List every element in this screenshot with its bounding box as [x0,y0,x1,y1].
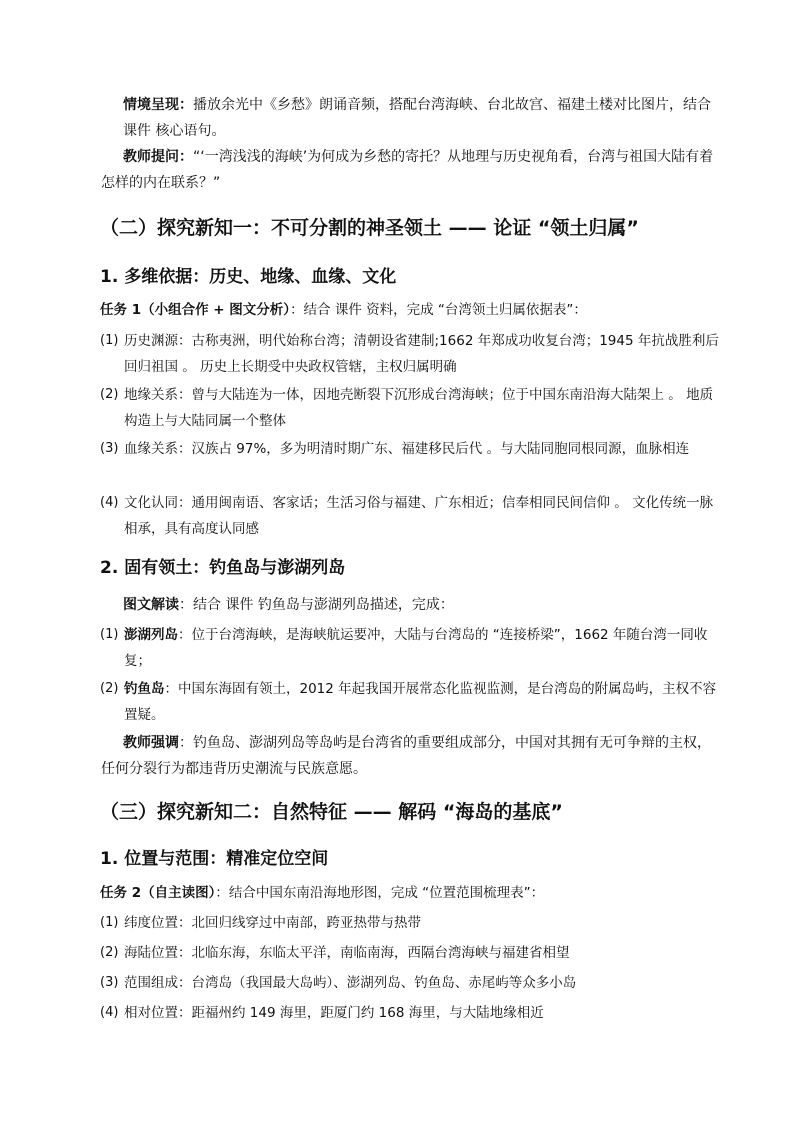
item-number: (2) [100,945,119,960]
section-2-heading: （二）探究新知一：不可分割的神圣领土 —— 论证 “领土归属” [100,217,639,239]
item-number: (1) [100,333,119,348]
task-2-label: 任务 2（自主读图） [100,885,216,901]
list-item [0,676,794,728]
teacher-question-text: “‘一湾浅浅的海峡’为何成为乡愁的寄托？从地理与历史视角看，台湾与祖国大陆有着怎样的内在联系？” [101,149,714,191]
teacher-emphasis-text: ：钓鱼岛、澎湖列岛等岛屿是台湾省的重要组成部分，中国对其拥有无可争辩的主权，任何分裂行为都违背历史潮流与民族意愿。 [101,735,711,777]
task-1-line [0,298,794,322]
list-item [0,622,794,674]
reading-line [0,592,794,618]
item-label: 钓鱼岛 [124,681,165,697]
sub-1-heading-wrap [0,264,794,290]
item-text: 相对位置：距福州约 149 海里，距厦门约 168 海里，与大陆地缘相近 [124,1005,544,1021]
sub-2-heading-wrap [0,555,794,581]
teacher-emphasis-paragraph [0,730,794,782]
scene-paragraph [0,92,794,144]
item-text: 纬度位置：北回归线穿过中南部，跨亚热带与热带 [124,915,421,931]
teacher-question-paragraph [0,144,794,196]
teacher-emphasis-label: 教师强调 [123,735,179,751]
list-item [0,940,794,966]
list-item [0,436,794,462]
list-item [0,328,794,380]
section-3-heading-wrap [0,798,794,826]
task-2-text: ：结合中国东南沿海地形图，完成 “位置范围梳理表”： [215,885,545,901]
item-number: (1) [100,915,119,930]
item-text: ：位于台湾海峡，是海峡航运要冲，大陆与台湾岛的 “连接桥梁”，1662 年随台湾一同收复； [124,627,708,669]
item-number: (4) [100,1005,119,1020]
sub-3-heading-wrap [0,846,794,872]
list-item [0,1000,794,1026]
list-item [0,382,794,434]
item-text: 血缘关系：汉族占 97%，多为明清时期广东、福建移民后代 。与大陆同胞同根同源，血脉相连 [124,441,690,457]
item-number: (1) [100,627,119,642]
item-text: 历史渊源：古称夷洲，明代始称台湾；清朝设省建制;1662 年郑成功收复台湾；1945 年抗战胜利后回归祖国 。 历史上长期受中央政权管辖，主权归属明确 [124,333,719,375]
item-number: (2) [100,387,119,402]
item-text: 地缘关系：曾与大陆连为一体，因地壳断裂下沉形成台湾海峡；位于中国东南沿海大陆架上 。 地质构造上与大陆同属一个整体 [124,387,714,429]
sub-heading-multidimensional: 1. 多维依据：历史、地缘、血缘、文化 [100,267,397,287]
list-item [0,970,794,996]
item-number: (3) [100,441,119,456]
item-text: 海陆位置：北临东海，东临太平洋，南临南海，西隔台湾海峡与福建省相望 [124,945,570,961]
task-1-text: ：结合 课件 资料，完成 “台湾领土归属依据表”： [290,302,587,318]
sub-heading-inherent-territory: 2. 固有领土：钓鱼岛与澎湖列岛 [100,558,346,578]
item-label: 澎湖列岛 [124,627,178,643]
task-2-line [0,881,794,905]
list-item [0,490,794,542]
sub-heading-location: 1. 位置与范围：精准定位空间 [100,849,329,869]
scene-text: 播放余光中《乡愁》朗诵音频，搭配台湾海峡、台北故宫、福建土楼对比图片，结合 课件 核心语句。 [123,97,711,139]
item-number: (2) [100,681,119,696]
reading-label: 图文解读 [123,597,179,613]
section-3-heading: （三）探究新知二：自然特征 —— 解码 “海岛的基底” [100,801,563,823]
item-text: ：中国东海固有领土，2012 年起我国开展常态化监视监测，是台湾岛的附属岛屿，主权不容置疑。 [124,681,717,723]
item-text: 范围组成：台湾岛（我国最大岛屿）、澎湖列岛、钓鱼岛、赤尾屿等众多小岛 [124,975,577,991]
task-1-label: 任务 1（小组合作 + 图文分析） [100,302,291,318]
item-number: (3) [100,975,119,990]
section-2-heading-wrap [0,214,794,242]
teacher-question-label: 教师提问： [123,149,193,165]
item-text: 文化认同：通用闽南语、客家话；生活习俗与福建、广东相近；信奉相同民间信仰 。 文化传统一脉相承，具有高度认同感 [124,495,714,537]
list-item [0,910,794,936]
item-number: (4) [100,495,119,510]
scene-label: 情境呈现： [123,97,193,113]
reading-text: ：结合 课件 钓鱼岛与澎湖列岛描述，完成： [179,597,454,613]
